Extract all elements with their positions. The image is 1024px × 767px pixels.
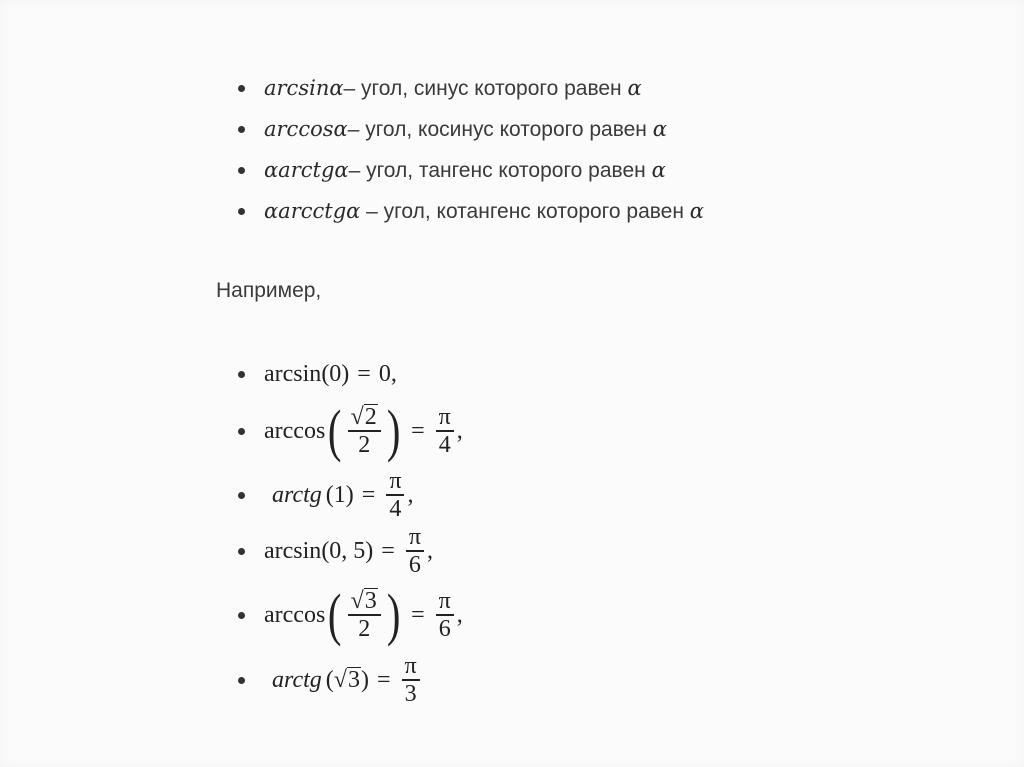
argument: (1) xyxy=(325,481,354,508)
function-name: arccosα xyxy=(264,117,348,141)
definition-content xyxy=(264,111,667,148)
numerator: π xyxy=(438,404,451,431)
denominator: 6 xyxy=(408,551,421,578)
function-name: αarcctgα xyxy=(264,199,361,223)
definition-text: – угол, синус которого равен xyxy=(343,77,622,100)
fraction xyxy=(348,588,381,642)
denominator: 6 xyxy=(438,615,451,642)
sqrt-argument: 3 xyxy=(347,666,360,693)
left-paren: ( xyxy=(325,666,334,693)
bullet xyxy=(238,167,245,174)
denominator: 2 xyxy=(358,615,371,642)
result-fraction xyxy=(436,588,454,642)
result-fraction xyxy=(436,404,454,458)
bullet xyxy=(238,208,245,215)
numerator: π xyxy=(438,588,451,615)
result: 0, xyxy=(378,360,397,387)
sqrt xyxy=(334,667,361,694)
formula xyxy=(264,397,463,465)
bullet xyxy=(238,126,245,133)
denominator: 4 xyxy=(389,495,402,522)
denominator: 3 xyxy=(404,680,417,707)
result-fraction xyxy=(402,653,420,707)
bullet xyxy=(238,548,245,555)
result-fraction xyxy=(386,468,404,522)
comma: , xyxy=(456,417,463,444)
definition-content xyxy=(264,193,704,230)
argument: (0, 5) xyxy=(321,537,374,564)
comma: , xyxy=(456,601,463,628)
argument: (0) xyxy=(321,360,350,387)
bullet xyxy=(238,85,245,92)
definition-text: – угол, котангенс которого равен xyxy=(360,200,684,223)
equals-sign: = xyxy=(411,601,425,628)
bullet xyxy=(238,492,245,499)
right-paren: ) xyxy=(386,398,401,463)
definition-text: – угол, косинус которого равен xyxy=(347,118,647,141)
sqrt-sign: √ xyxy=(333,666,347,693)
sqrt xyxy=(348,404,381,430)
alpha-symbol: α xyxy=(652,117,667,141)
equals-sign: = xyxy=(357,360,371,387)
right-paren: ) xyxy=(360,666,369,693)
formula xyxy=(264,581,463,649)
numerator: π xyxy=(408,524,421,551)
alpha-symbol: α xyxy=(627,76,642,100)
numerator: π xyxy=(389,468,402,495)
equals-sign: = xyxy=(361,481,376,508)
right-paren: ) xyxy=(386,582,401,647)
bullet xyxy=(238,428,245,435)
sqrt-argument: 3 xyxy=(364,588,377,615)
definition-content xyxy=(264,70,642,107)
left-paren: ( xyxy=(328,398,342,463)
denominator: 2 xyxy=(358,431,371,458)
alpha-symbol: α xyxy=(651,158,666,182)
equals-sign: = xyxy=(381,537,395,564)
definition-text: – угол, тангенс которого равен xyxy=(348,159,646,182)
result-fraction xyxy=(406,524,424,578)
function-name: arctg xyxy=(272,666,322,693)
equals-sign: = xyxy=(376,666,391,693)
formula xyxy=(264,522,433,580)
denominator: 4 xyxy=(438,431,451,458)
example-label: Например, xyxy=(216,279,322,302)
fraction xyxy=(348,404,381,458)
comma: , xyxy=(407,481,414,508)
numerator: π xyxy=(404,653,417,680)
sqrt-sign: √ xyxy=(350,404,364,431)
formula xyxy=(264,358,397,390)
equals-sign: = xyxy=(411,417,425,444)
sqrt-sign: √ xyxy=(350,588,364,615)
bullet xyxy=(238,371,245,378)
function-name: arctg xyxy=(272,481,322,508)
function-name: arccos xyxy=(264,601,326,628)
comma: , xyxy=(426,537,433,564)
function-name: arcsinα xyxy=(264,76,344,100)
function-name: arccos xyxy=(264,417,326,444)
formula xyxy=(264,466,413,524)
sqrt-argument: 2 xyxy=(364,404,377,431)
function-name: arcsin xyxy=(264,537,322,564)
definition-content xyxy=(264,152,666,189)
function-name: arcsin xyxy=(264,360,322,387)
alpha-symbol: α xyxy=(689,199,704,223)
bullet xyxy=(238,612,245,619)
function-name: αarctgα xyxy=(264,158,349,182)
left-paren: ( xyxy=(328,582,342,647)
sqrt xyxy=(348,588,381,614)
formula xyxy=(264,650,423,710)
bullet xyxy=(238,677,245,684)
